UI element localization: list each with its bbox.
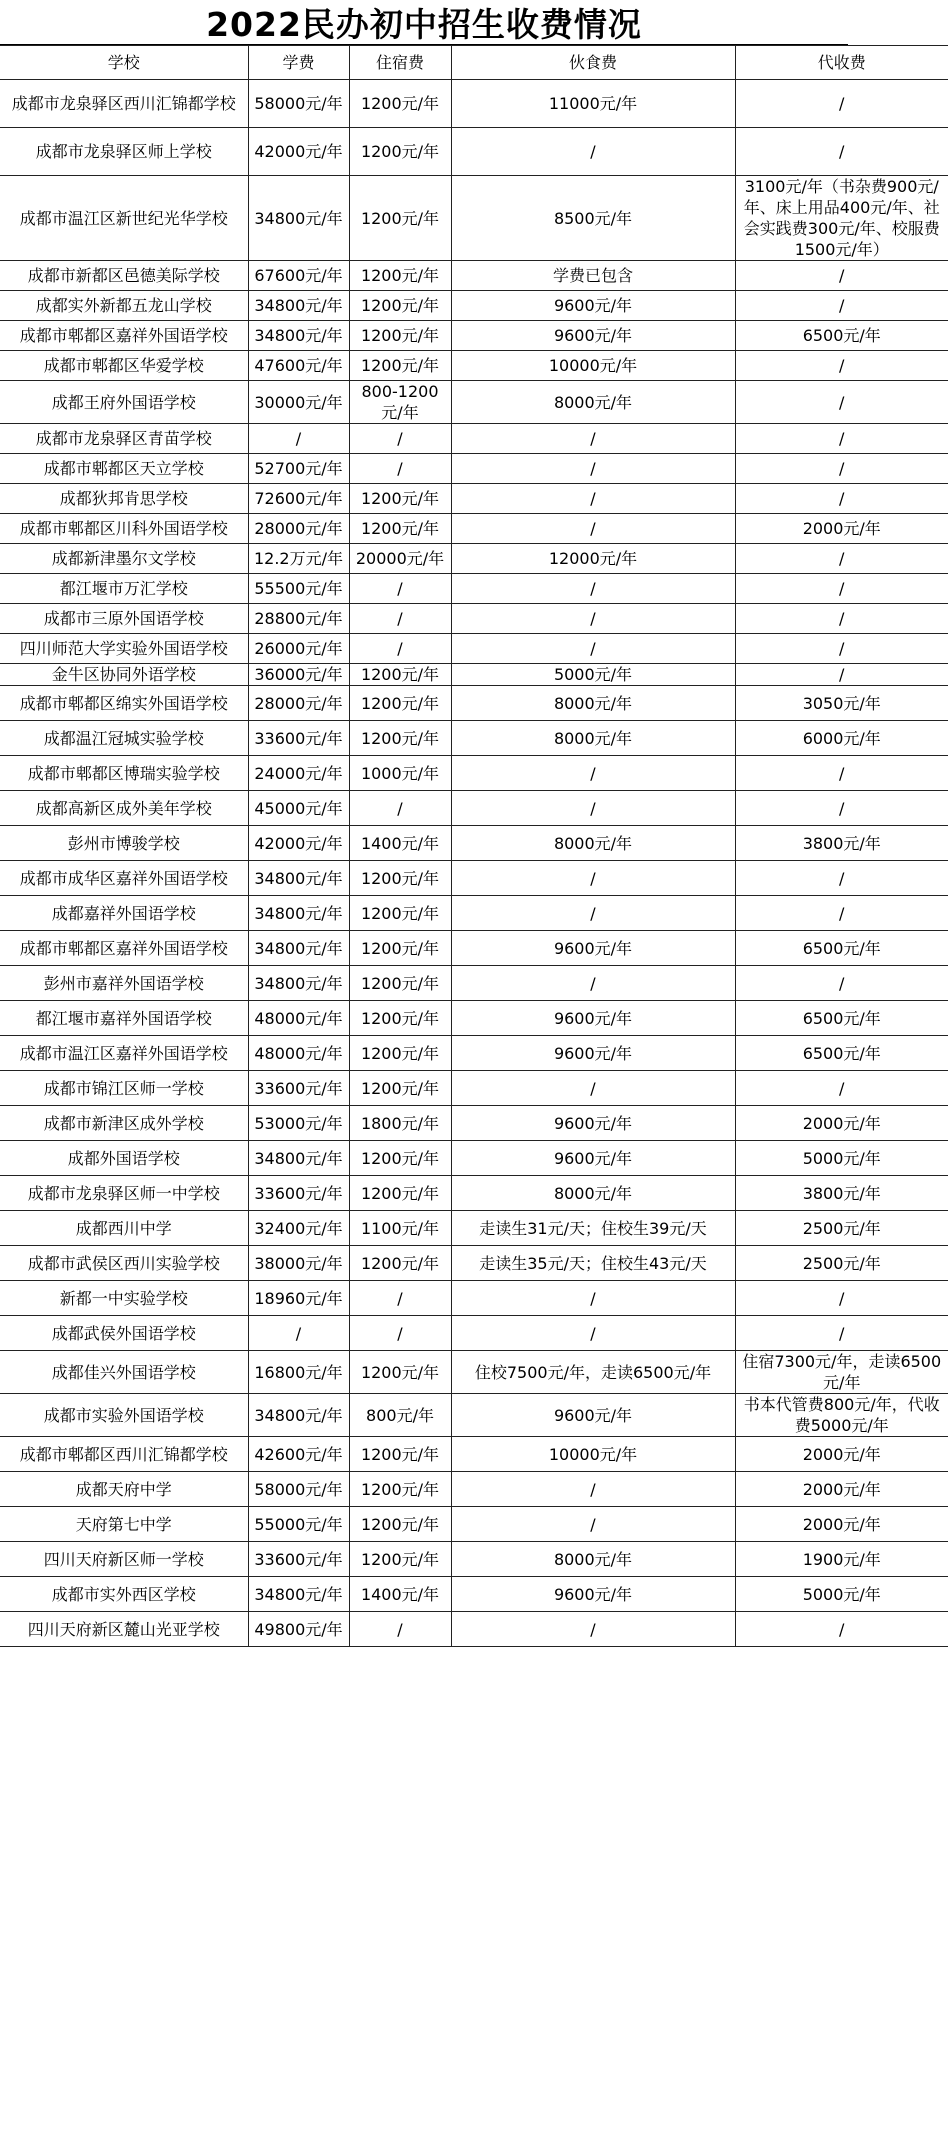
table-row bbox=[0, 1577, 948, 1612]
cell-tuition: 67600元/年 bbox=[248, 261, 349, 291]
cell-school-name: 成都市郫都区嘉祥外国语学校 bbox=[0, 321, 248, 351]
table-row bbox=[0, 128, 948, 176]
cell-school-name: 成都天府中学 bbox=[0, 1472, 248, 1507]
table-row bbox=[0, 604, 948, 634]
cell-tuition: 53000元/年 bbox=[248, 1106, 349, 1141]
table-row bbox=[0, 514, 948, 544]
cell-boarding-fee: 1200元/年 bbox=[349, 966, 451, 1001]
cell-tuition: 28800元/年 bbox=[248, 604, 349, 634]
cell-agency-fee: 住宿7300元/年，走读6500元/年 bbox=[735, 1351, 948, 1394]
cell-boarding-fee: 1200元/年 bbox=[349, 1071, 451, 1106]
cell-agency-fee: 3800元/年 bbox=[735, 1176, 948, 1211]
cell-boarding-fee: 1200元/年 bbox=[349, 514, 451, 544]
cell-school-name: 成都市龙泉驿区师上学校 bbox=[0, 128, 248, 176]
cell-tuition: 28000元/年 bbox=[248, 686, 349, 721]
cell-boarding-fee: / bbox=[349, 604, 451, 634]
cell-boarding-fee: 1200元/年 bbox=[349, 321, 451, 351]
cell-tuition: 32400元/年 bbox=[248, 1211, 349, 1246]
cell-boarding-fee: 1200元/年 bbox=[349, 1437, 451, 1472]
table-row bbox=[0, 756, 948, 791]
cell-school-name: 四川天府新区麓山光亚学校 bbox=[0, 1612, 248, 1647]
cell-boarding-fee: / bbox=[349, 574, 451, 604]
cell-agency-fee: / bbox=[735, 574, 948, 604]
cell-tuition: / bbox=[248, 424, 349, 454]
cell-school-name: 成都市实外西区学校 bbox=[0, 1577, 248, 1612]
table-row bbox=[0, 791, 948, 826]
cell-agency-fee: / bbox=[735, 604, 948, 634]
cell-meal-fee: / bbox=[451, 484, 735, 514]
cell-tuition: 34800元/年 bbox=[248, 931, 349, 966]
cell-boarding-fee: 800元/年 bbox=[349, 1394, 451, 1437]
cell-agency-fee: 3800元/年 bbox=[735, 826, 948, 861]
cell-agency-fee: 2500元/年 bbox=[735, 1211, 948, 1246]
table-row bbox=[0, 1472, 948, 1507]
cell-meal-fee: 9600元/年 bbox=[451, 1106, 735, 1141]
cell-tuition: 38000元/年 bbox=[248, 1246, 349, 1281]
table-row bbox=[0, 1542, 948, 1577]
cell-boarding-fee: 1200元/年 bbox=[349, 931, 451, 966]
cell-boarding-fee: 1200元/年 bbox=[349, 1351, 451, 1394]
cell-agency-fee: 2000元/年 bbox=[735, 1437, 948, 1472]
table-row bbox=[0, 721, 948, 756]
cell-meal-fee: 9600元/年 bbox=[451, 1394, 735, 1437]
table-row bbox=[0, 321, 948, 351]
cell-tuition: 33600元/年 bbox=[248, 721, 349, 756]
cell-agency-fee: 书本代管费800元/年，代收费5000元/年 bbox=[735, 1394, 948, 1437]
cell-meal-fee: / bbox=[451, 1281, 735, 1316]
cell-agency-fee: 6500元/年 bbox=[735, 1036, 948, 1071]
cell-school-name: 成都市新都区邑德美际学校 bbox=[0, 261, 248, 291]
cell-tuition: 34800元/年 bbox=[248, 1141, 349, 1176]
cell-meal-fee: / bbox=[451, 966, 735, 1001]
cell-tuition: 58000元/年 bbox=[248, 80, 349, 128]
cell-boarding-fee: / bbox=[349, 1281, 451, 1316]
cell-meal-fee: 9600元/年 bbox=[451, 1036, 735, 1071]
cell-meal-fee: / bbox=[451, 634, 735, 664]
table-row bbox=[0, 484, 948, 514]
cell-meal-fee: / bbox=[451, 1472, 735, 1507]
cell-school-name: 成都市新津区成外学校 bbox=[0, 1106, 248, 1141]
cell-agency-fee: / bbox=[735, 1071, 948, 1106]
cell-meal-fee: / bbox=[451, 514, 735, 544]
cell-tuition: 34800元/年 bbox=[248, 291, 349, 321]
cell-agency-fee: / bbox=[735, 1612, 948, 1647]
cell-school-name: 成都市郫都区绵实外国语学校 bbox=[0, 686, 248, 721]
table-row bbox=[0, 1141, 948, 1176]
cell-boarding-fee: / bbox=[349, 1316, 451, 1351]
table-row bbox=[0, 351, 948, 381]
cell-meal-fee: 8000元/年 bbox=[451, 1176, 735, 1211]
table-row bbox=[0, 1316, 948, 1351]
cell-meal-fee: / bbox=[451, 604, 735, 634]
cell-boarding-fee: 1200元/年 bbox=[349, 1542, 451, 1577]
cell-school-name: 成都市龙泉驿区师一中学校 bbox=[0, 1176, 248, 1211]
column-header-school: 学校 bbox=[0, 46, 248, 80]
cell-agency-fee: 2000元/年 bbox=[735, 1507, 948, 1542]
cell-meal-fee: 9600元/年 bbox=[451, 1141, 735, 1176]
cell-tuition: 36000元/年 bbox=[248, 664, 349, 686]
cell-tuition: 33600元/年 bbox=[248, 1176, 349, 1211]
cell-tuition: 34800元/年 bbox=[248, 1394, 349, 1437]
cell-tuition: 34800元/年 bbox=[248, 176, 349, 261]
cell-meal-fee: 10000元/年 bbox=[451, 1437, 735, 1472]
cell-meal-fee: 9600元/年 bbox=[451, 1577, 735, 1612]
cell-boarding-fee: 1200元/年 bbox=[349, 291, 451, 321]
cell-meal-fee: 10000元/年 bbox=[451, 351, 735, 381]
cell-meal-fee: 8000元/年 bbox=[451, 826, 735, 861]
cell-meal-fee: 9600元/年 bbox=[451, 291, 735, 321]
cell-school-name: 成都市龙泉驿区西川汇锦都学校 bbox=[0, 80, 248, 128]
cell-meal-fee: / bbox=[451, 424, 735, 454]
cell-agency-fee: / bbox=[735, 861, 948, 896]
cell-agency-fee: / bbox=[735, 544, 948, 574]
table-row bbox=[0, 931, 948, 966]
cell-agency-fee: 6500元/年 bbox=[735, 931, 948, 966]
cell-tuition: 33600元/年 bbox=[248, 1071, 349, 1106]
table-row bbox=[0, 1437, 948, 1472]
cell-tuition: 42000元/年 bbox=[248, 826, 349, 861]
cell-school-name: 成都实外新都五龙山学校 bbox=[0, 291, 248, 321]
cell-meal-fee: 5000元/年 bbox=[451, 664, 735, 686]
cell-school-name: 成都市郫都区西川汇锦都学校 bbox=[0, 1437, 248, 1472]
cell-school-name: 成都新津墨尔文学校 bbox=[0, 544, 248, 574]
cell-tuition: 34800元/年 bbox=[248, 1577, 349, 1612]
cell-tuition: 42000元/年 bbox=[248, 128, 349, 176]
cell-boarding-fee: 1000元/年 bbox=[349, 756, 451, 791]
cell-meal-fee: / bbox=[451, 791, 735, 826]
table-row bbox=[0, 634, 948, 664]
cell-boarding-fee: 1100元/年 bbox=[349, 1211, 451, 1246]
cell-meal-fee: / bbox=[451, 896, 735, 931]
table-row bbox=[0, 1351, 948, 1394]
table-row bbox=[0, 826, 948, 861]
cell-agency-fee: 1900元/年 bbox=[735, 1542, 948, 1577]
cell-boarding-fee: 1200元/年 bbox=[349, 1507, 451, 1542]
cell-meal-fee: 8000元/年 bbox=[451, 1542, 735, 1577]
cell-agency-fee: / bbox=[735, 381, 948, 424]
cell-boarding-fee: 800-1200元/年 bbox=[349, 381, 451, 424]
cell-agency-fee: 3050元/年 bbox=[735, 686, 948, 721]
cell-tuition: 49800元/年 bbox=[248, 1612, 349, 1647]
cell-boarding-fee: 1200元/年 bbox=[349, 896, 451, 931]
cell-agency-fee: / bbox=[735, 454, 948, 484]
cell-tuition: 34800元/年 bbox=[248, 321, 349, 351]
table-row bbox=[0, 574, 948, 604]
table-row bbox=[0, 861, 948, 896]
cell-meal-fee: / bbox=[451, 574, 735, 604]
table-row bbox=[0, 381, 948, 424]
table-row bbox=[0, 1612, 948, 1647]
cell-agency-fee: 2000元/年 bbox=[735, 514, 948, 544]
cell-school-name: 成都温江冠城实验学校 bbox=[0, 721, 248, 756]
cell-meal-fee: / bbox=[451, 454, 735, 484]
cell-meal-fee: 走读生31元/天；住校生39元/天 bbox=[451, 1211, 735, 1246]
cell-meal-fee: 学费已包含 bbox=[451, 261, 735, 291]
cell-agency-fee: 5000元/年 bbox=[735, 1577, 948, 1612]
cell-school-name: 成都市三原外国语学校 bbox=[0, 604, 248, 634]
cell-agency-fee: 6000元/年 bbox=[735, 721, 948, 756]
cell-boarding-fee: / bbox=[349, 791, 451, 826]
cell-school-name: 成都市成华区嘉祥外国语学校 bbox=[0, 861, 248, 896]
cell-boarding-fee: 1800元/年 bbox=[349, 1106, 451, 1141]
cell-tuition: 45000元/年 bbox=[248, 791, 349, 826]
cell-school-name: 都江堰市万汇学校 bbox=[0, 574, 248, 604]
cell-boarding-fee: 1400元/年 bbox=[349, 1577, 451, 1612]
sheet-title: 2022民办初中招生收费情况 bbox=[0, 0, 848, 45]
cell-boarding-fee: 1200元/年 bbox=[349, 80, 451, 128]
table-row bbox=[0, 1281, 948, 1316]
cell-boarding-fee: 1200元/年 bbox=[349, 1141, 451, 1176]
cell-school-name: 成都市郫都区嘉祥外国语学校 bbox=[0, 931, 248, 966]
cell-tuition: 47600元/年 bbox=[248, 351, 349, 381]
cell-school-name: 成都外国语学校 bbox=[0, 1141, 248, 1176]
column-header-tuition: 学费 bbox=[248, 46, 349, 80]
cell-meal-fee: 9600元/年 bbox=[451, 321, 735, 351]
cell-meal-fee: 9600元/年 bbox=[451, 1001, 735, 1036]
cell-tuition: 48000元/年 bbox=[248, 1001, 349, 1036]
cell-agency-fee: / bbox=[735, 1281, 948, 1316]
cell-boarding-fee: 1200元/年 bbox=[349, 176, 451, 261]
cell-agency-fee: 3100元/年（书杂费900元/年、床上用品400元/年、社会实践费300元/年、校服费1500元/年） bbox=[735, 176, 948, 261]
cell-school-name: 成都市武侯区西川实验学校 bbox=[0, 1246, 248, 1281]
table-row bbox=[0, 176, 948, 261]
cell-agency-fee: / bbox=[735, 634, 948, 664]
cell-boarding-fee: / bbox=[349, 454, 451, 484]
table-row bbox=[0, 1071, 948, 1106]
table-row bbox=[0, 686, 948, 721]
cell-boarding-fee: 1200元/年 bbox=[349, 1176, 451, 1211]
cell-agency-fee: / bbox=[735, 291, 948, 321]
cell-meal-fee: / bbox=[451, 128, 735, 176]
cell-school-name: 成都市龙泉驿区青苗学校 bbox=[0, 424, 248, 454]
table-row bbox=[0, 454, 948, 484]
cell-boarding-fee: 20000元/年 bbox=[349, 544, 451, 574]
cell-boarding-fee: / bbox=[349, 1612, 451, 1647]
table-row bbox=[0, 1507, 948, 1542]
cell-school-name: 成都武侯外国语学校 bbox=[0, 1316, 248, 1351]
cell-school-name: 成都西川中学 bbox=[0, 1211, 248, 1246]
cell-agency-fee: / bbox=[735, 351, 948, 381]
cell-boarding-fee: / bbox=[349, 634, 451, 664]
cell-agency-fee: 2000元/年 bbox=[735, 1472, 948, 1507]
cell-tuition: 34800元/年 bbox=[248, 966, 349, 1001]
cell-boarding-fee: / bbox=[349, 424, 451, 454]
table-row bbox=[0, 1394, 948, 1437]
cell-tuition: 28000元/年 bbox=[248, 514, 349, 544]
cell-school-name: 成都市温江区新世纪光华学校 bbox=[0, 176, 248, 261]
cell-boarding-fee: 1200元/年 bbox=[349, 721, 451, 756]
cell-school-name: 成都市实验外国语学校 bbox=[0, 1394, 248, 1437]
cell-meal-fee: 8000元/年 bbox=[451, 686, 735, 721]
cell-meal-fee: / bbox=[451, 1071, 735, 1106]
cell-boarding-fee: 1400元/年 bbox=[349, 826, 451, 861]
table-row bbox=[0, 1211, 948, 1246]
table-row bbox=[0, 1176, 948, 1211]
cell-school-name: 彭州市博骏学校 bbox=[0, 826, 248, 861]
cell-meal-fee: 8500元/年 bbox=[451, 176, 735, 261]
cell-school-name: 四川天府新区师一学校 bbox=[0, 1542, 248, 1577]
cell-boarding-fee: 1200元/年 bbox=[349, 686, 451, 721]
cell-agency-fee: / bbox=[735, 80, 948, 128]
cell-agency-fee: 2000元/年 bbox=[735, 1106, 948, 1141]
cell-tuition: 18960元/年 bbox=[248, 1281, 349, 1316]
column-header-agency-fees: 代收费 bbox=[735, 46, 948, 80]
cell-tuition: / bbox=[248, 1316, 349, 1351]
cell-boarding-fee: 1200元/年 bbox=[349, 128, 451, 176]
cell-agency-fee: / bbox=[735, 756, 948, 791]
cell-tuition: 55500元/年 bbox=[248, 574, 349, 604]
cell-school-name: 都江堰市嘉祥外国语学校 bbox=[0, 1001, 248, 1036]
cell-school-name: 新都一中实验学校 bbox=[0, 1281, 248, 1316]
table-row bbox=[0, 966, 948, 1001]
cell-school-name: 成都市温江区嘉祥外国语学校 bbox=[0, 1036, 248, 1071]
cell-tuition: 34800元/年 bbox=[248, 896, 349, 931]
cell-tuition: 55000元/年 bbox=[248, 1507, 349, 1542]
cell-school-name: 彭州市嘉祥外国语学校 bbox=[0, 966, 248, 1001]
cell-agency-fee: / bbox=[735, 791, 948, 826]
cell-agency-fee: 6500元/年 bbox=[735, 321, 948, 351]
cell-meal-fee: 8000元/年 bbox=[451, 381, 735, 424]
cell-agency-fee: 5000元/年 bbox=[735, 1141, 948, 1176]
cell-school-name: 成都市郫都区华爱学校 bbox=[0, 351, 248, 381]
cell-meal-fee: / bbox=[451, 1507, 735, 1542]
cell-agency-fee: / bbox=[735, 664, 948, 686]
cell-tuition: 34800元/年 bbox=[248, 861, 349, 896]
column-header-meals: 伙食费 bbox=[451, 46, 735, 80]
cell-meal-fee: 11000元/年 bbox=[451, 80, 735, 128]
table-row bbox=[0, 261, 948, 291]
fee-table bbox=[0, 45, 948, 1647]
cell-tuition: 16800元/年 bbox=[248, 1351, 349, 1394]
cell-agency-fee: / bbox=[735, 896, 948, 931]
table-row bbox=[0, 424, 948, 454]
cell-meal-fee: / bbox=[451, 861, 735, 896]
table-row bbox=[0, 80, 948, 128]
cell-school-name: 天府第七中学 bbox=[0, 1507, 248, 1542]
cell-agency-fee: / bbox=[735, 484, 948, 514]
table-row bbox=[0, 1106, 948, 1141]
cell-boarding-fee: 1200元/年 bbox=[349, 1472, 451, 1507]
cell-boarding-fee: 1200元/年 bbox=[349, 861, 451, 896]
table-body bbox=[0, 80, 948, 1647]
cell-school-name: 成都市郫都区川科外国语学校 bbox=[0, 514, 248, 544]
cell-boarding-fee: 1200元/年 bbox=[349, 484, 451, 514]
cell-agency-fee: / bbox=[735, 128, 948, 176]
cell-meal-fee: 12000元/年 bbox=[451, 544, 735, 574]
cell-school-name: 成都高新区成外美年学校 bbox=[0, 791, 248, 826]
cell-agency-fee: / bbox=[735, 261, 948, 291]
column-header-boarding: 住宿费 bbox=[349, 46, 451, 80]
cell-agency-fee: / bbox=[735, 1316, 948, 1351]
table-row bbox=[0, 291, 948, 321]
cell-meal-fee: 走读生35元/天；住校生43元/天 bbox=[451, 1246, 735, 1281]
cell-tuition: 52700元/年 bbox=[248, 454, 349, 484]
table-row bbox=[0, 1036, 948, 1071]
table-row bbox=[0, 664, 948, 686]
cell-boarding-fee: 1200元/年 bbox=[349, 1036, 451, 1071]
cell-meal-fee: / bbox=[451, 1612, 735, 1647]
cell-meal-fee: / bbox=[451, 756, 735, 791]
cell-boarding-fee: 1200元/年 bbox=[349, 1001, 451, 1036]
cell-meal-fee: 住校7500元/年，走读6500元/年 bbox=[451, 1351, 735, 1394]
cell-tuition: 24000元/年 bbox=[248, 756, 349, 791]
cell-school-name: 成都市郫都区博瑞实验学校 bbox=[0, 756, 248, 791]
cell-tuition: 33600元/年 bbox=[248, 1542, 349, 1577]
cell-meal-fee: 9600元/年 bbox=[451, 931, 735, 966]
table-row bbox=[0, 896, 948, 931]
cell-boarding-fee: 1200元/年 bbox=[349, 1246, 451, 1281]
cell-school-name: 金牛区协同外语学校 bbox=[0, 664, 248, 686]
table-row bbox=[0, 1246, 948, 1281]
cell-school-name: 成都嘉祥外国语学校 bbox=[0, 896, 248, 931]
cell-boarding-fee: 1200元/年 bbox=[349, 351, 451, 381]
cell-tuition: 12.2万元/年 bbox=[248, 544, 349, 574]
cell-meal-fee: / bbox=[451, 1316, 735, 1351]
cell-tuition: 42600元/年 bbox=[248, 1437, 349, 1472]
cell-agency-fee: 6500元/年 bbox=[735, 1001, 948, 1036]
table-row bbox=[0, 544, 948, 574]
cell-tuition: 30000元/年 bbox=[248, 381, 349, 424]
cell-school-name: 成都佳兴外国语学校 bbox=[0, 1351, 248, 1394]
cell-tuition: 48000元/年 bbox=[248, 1036, 349, 1071]
cell-school-name: 成都王府外国语学校 bbox=[0, 381, 248, 424]
cell-school-name: 成都市锦江区师一学校 bbox=[0, 1071, 248, 1106]
cell-school-name: 成都市郫都区天立学校 bbox=[0, 454, 248, 484]
cell-agency-fee: 2500元/年 bbox=[735, 1246, 948, 1281]
cell-agency-fee: / bbox=[735, 424, 948, 454]
table-row bbox=[0, 1001, 948, 1036]
cell-school-name: 四川师范大学实验外国语学校 bbox=[0, 634, 248, 664]
cell-meal-fee: 8000元/年 bbox=[451, 721, 735, 756]
cell-school-name: 成都狄邦肯思学校 bbox=[0, 484, 248, 514]
cell-boarding-fee: 1200元/年 bbox=[349, 664, 451, 686]
cell-tuition: 26000元/年 bbox=[248, 634, 349, 664]
cell-tuition: 72600元/年 bbox=[248, 484, 349, 514]
cell-tuition: 58000元/年 bbox=[248, 1472, 349, 1507]
cell-agency-fee: / bbox=[735, 966, 948, 1001]
table-header-row bbox=[0, 46, 948, 80]
cell-boarding-fee: 1200元/年 bbox=[349, 261, 451, 291]
